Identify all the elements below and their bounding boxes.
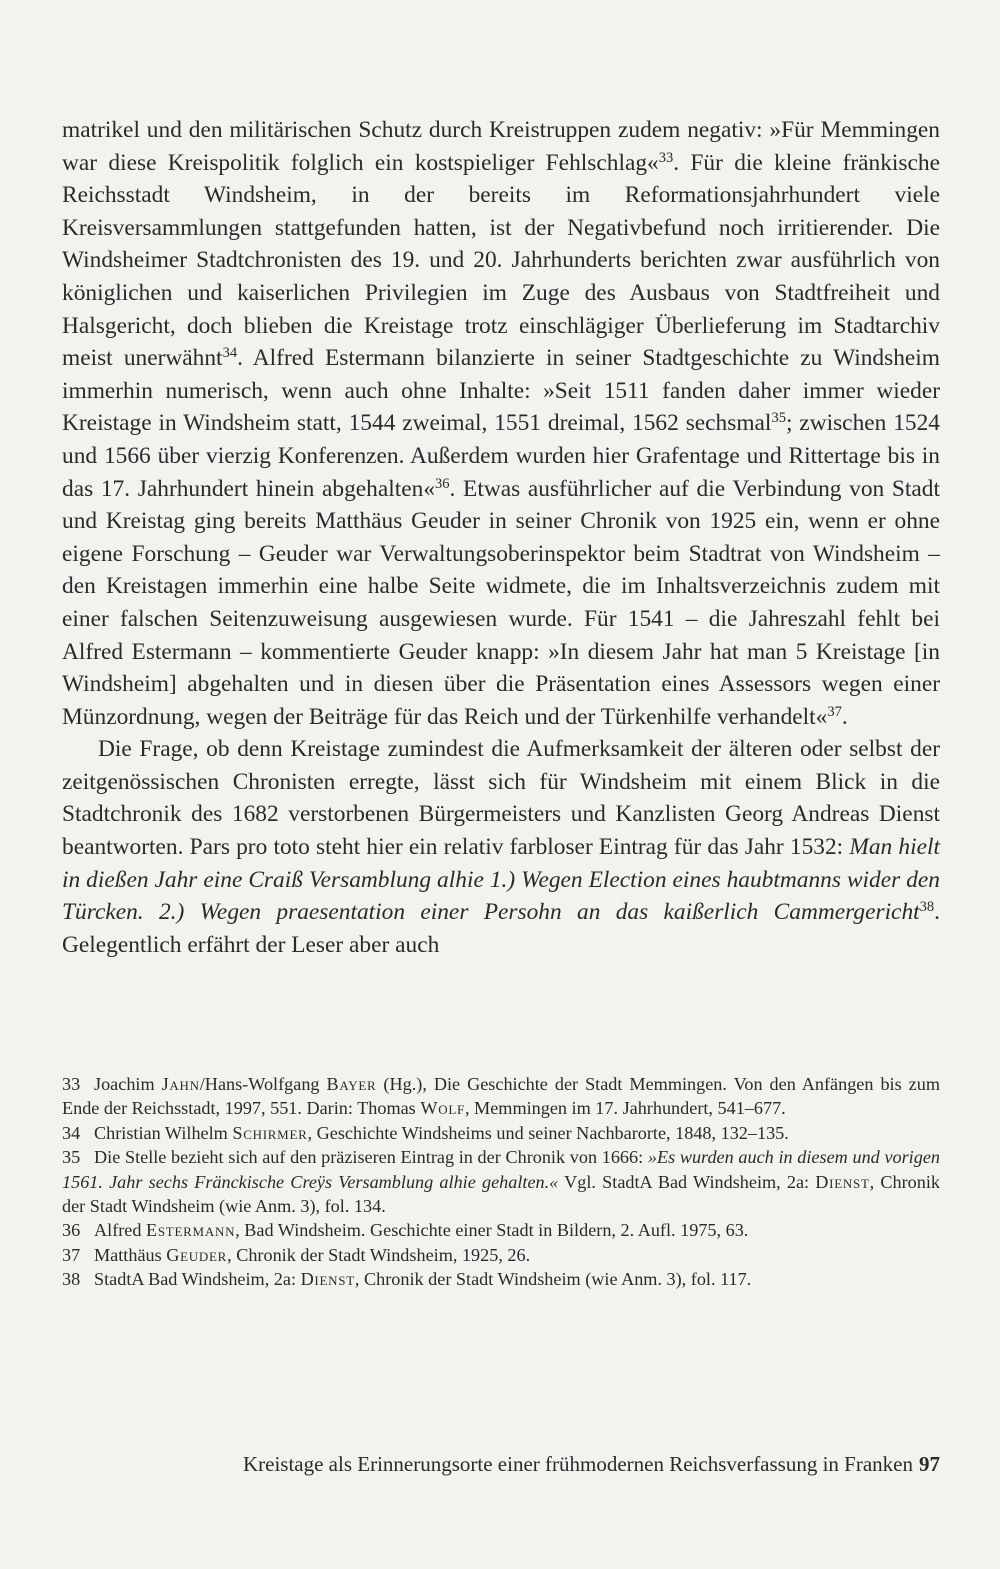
author-name: Geuder (166, 1244, 228, 1265)
author-name: Wolf (420, 1098, 465, 1119)
footnote-number: 35 (62, 1147, 81, 1168)
footnote-number: 36 (62, 1220, 81, 1241)
footnote-33 (62, 1072, 940, 1121)
text-run: . Gelegentlich erfährt der Leser aber auch (62, 899, 940, 958)
author-name: Bayer (326, 1074, 377, 1094)
main-text (62, 114, 940, 961)
text-run: Die Stelle bezieht sich auf den präziseren Eintrag in der Chronik von 1666: (94, 1147, 648, 1168)
page-footer (62, 1452, 940, 1477)
footnote-36 (62, 1218, 940, 1242)
text-run: StadtA Bad Windsheim, 2a: (94, 1269, 301, 1290)
text-run: Die Frage, ob denn Kreistage zumindest die Aufmerksamkeit der älteren oder selbst der zeitgenössischen Chronisten erregte, lässt sich für Windsheim mit einem Blick in die Stadtchronik des 1682 verstorbenen Bürgermeisters und Kanzlisten Georg Andreas Dienst beantworten. Pars pro toto steht hier ein relativ farbloser Eintrag für das Jahr 1532: (62, 736, 940, 861)
text-run: . (841, 703, 848, 730)
footnote-ref-37[interactable]: 37 (827, 703, 842, 720)
author-name: Dienst (815, 1171, 870, 1192)
footnote-number: 37 (62, 1244, 81, 1265)
footnote-35 (62, 1145, 940, 1218)
text-run: Joachim (94, 1074, 162, 1094)
text-run: . Alfred Estermann bilanzierte in seiner Stadtgeschichte zu Windsheim immerhin numerisch, wenn auch ohne Inhalte: »Seit 1511 fanden daher immer wieder Kreistage in Windsheim statt, 1544 zweimal, 1551 dreimal, 1562 sechsmal (62, 345, 941, 437)
footnote-number: 38 (62, 1269, 81, 1290)
italic-quote: »Es wurden auch in diesem und vorigen 1561. Jahr sechs Fränckische Creÿs Versamblung alhie gehalten.« (62, 1147, 940, 1192)
footnote-38 (62, 1267, 940, 1291)
text-run: /Hans-Wolfgang (199, 1074, 327, 1094)
text-run: Matthäus (94, 1244, 167, 1265)
text-run: Vgl. StadtA Bad Windsheim, 2a: (558, 1171, 816, 1192)
text-run: , Memmingen im 17. Jahrhundert, 541–677. (464, 1098, 786, 1119)
author-name: Jahn (161, 1074, 200, 1094)
footnote-ref-33[interactable]: 33 (658, 149, 674, 166)
text-run: Christian Wilhelm (94, 1122, 233, 1143)
footnote-37 (62, 1243, 940, 1267)
italic-quote: Man hielt in dießen Jahr eine Craiß Versamblung alhie 1.) Wegen Election eines haubtmanns wider den Türcken. 2.) Wegen praesentation einer Persohn an das kaißerlich Cammergericht (62, 834, 940, 926)
footnote-number: 34 (62, 1122, 81, 1143)
footnote-number: 33 (62, 1074, 81, 1094)
author-name: Estermann (146, 1220, 236, 1241)
text-run: (Hg.), Die Geschichte der Stadt Memmingen. Von den Anfängen bis zum Ende der Reichsstadt, 1997, 551. Darin: Thomas (62, 1074, 940, 1119)
footnotes (62, 1072, 940, 1292)
running-title: Kreistage als Erinnerungsorte einer frühmodernen Reichsverfassung in Franken (242, 1452, 913, 1476)
text-run: , Chronik der Stadt Windsheim (wie Anm. 3), fol. 134. (62, 1171, 940, 1217)
footnote-ref-38[interactable]: 38 (919, 899, 935, 916)
text-run: , Chronik der Stadt Windsheim (wie Anm. 3), fol. 117. (354, 1269, 752, 1290)
page-number: 97 (919, 1452, 940, 1476)
footnote-34 (62, 1121, 940, 1145)
author-name: Dienst (300, 1269, 355, 1290)
paragraph-1 (62, 114, 940, 733)
text-run: . Etwas ausführlicher auf die Verbindung von Stadt und Kreistag ging bereits Matthäus Geuder in seiner Chronik von 1925 ein, wenn er ohne eigene Forschung – Geuder war Verwaltungsoberinspektor beim Stadtrat von Windsheim – den Kreistagen immerhin eine halbe Seite widmete, die im Inhaltsverzeichnis zudem mit einer falschen Seitenzuweisung ausgewiesen wurde. Für 1541 – die Jahreszahl fehlt bei Alfred Estermann – kommentierte Geuder knapp: »In diesem Jahr hat man 5 Kreistage [in Windsheim] abgehalten und in diesen über die Präsentation eines Assessors wegen einer Münzordnung, wegen der Beiträge für das Reich und der Türkenhilfe verhandelt« (62, 475, 940, 730)
text-run: , Geschichte Windsheims und seiner Nachbarorte, 1848, 132–135. (307, 1122, 789, 1143)
text-run: . Für die kleine fränkische Reichsstadt Windsheim, in der bereits im Reformationsjahrhundert viele Kreisversammlungen stattgefunden hatten, ist der Negativbefund noch irritierender. Die Windsheimer Stadtchronisten des 19. und 20. Jahrhunderts berichten zwar ausführlich von königlichen und kaiserlichen Privilegien im Zuge des Ausbaus von Stadtfreiheit und Halsgericht, doch blieben die Kreistage trotz einschlägiger Überlieferung im Stadtarchiv meist unerwähnt (62, 149, 940, 372)
author-name: Schirmer (232, 1122, 308, 1143)
paragraph-2 (62, 733, 940, 961)
footnote-ref-36[interactable]: 36 (435, 475, 450, 492)
text-run: , Chronik der Stadt Windsheim, 1925, 26. (227, 1244, 531, 1265)
text-run: matrikel und den militärischen Schutz durch Kreistruppen zudem negativ: »Für Memmingen war diese Kreispolitik folglich ein kostspieliger Fehlschlag« (62, 117, 940, 176)
text-run: , Bad Windsheim. Geschichte einer Stadt in Bildern, 2. Aufl. 1975, 63. (235, 1220, 749, 1241)
text-run: Alfred (94, 1220, 147, 1241)
footnote-ref-35[interactable]: 35 (771, 410, 786, 427)
text-run: ; zwischen 1524 und 1566 über vierzig Konferenzen. Außerdem wurden hier Grafentage und Rittertage bis in das 17. Jahrhundert hinein abgehalten« (62, 410, 940, 502)
footnote-ref-34[interactable]: 34 (222, 345, 238, 362)
